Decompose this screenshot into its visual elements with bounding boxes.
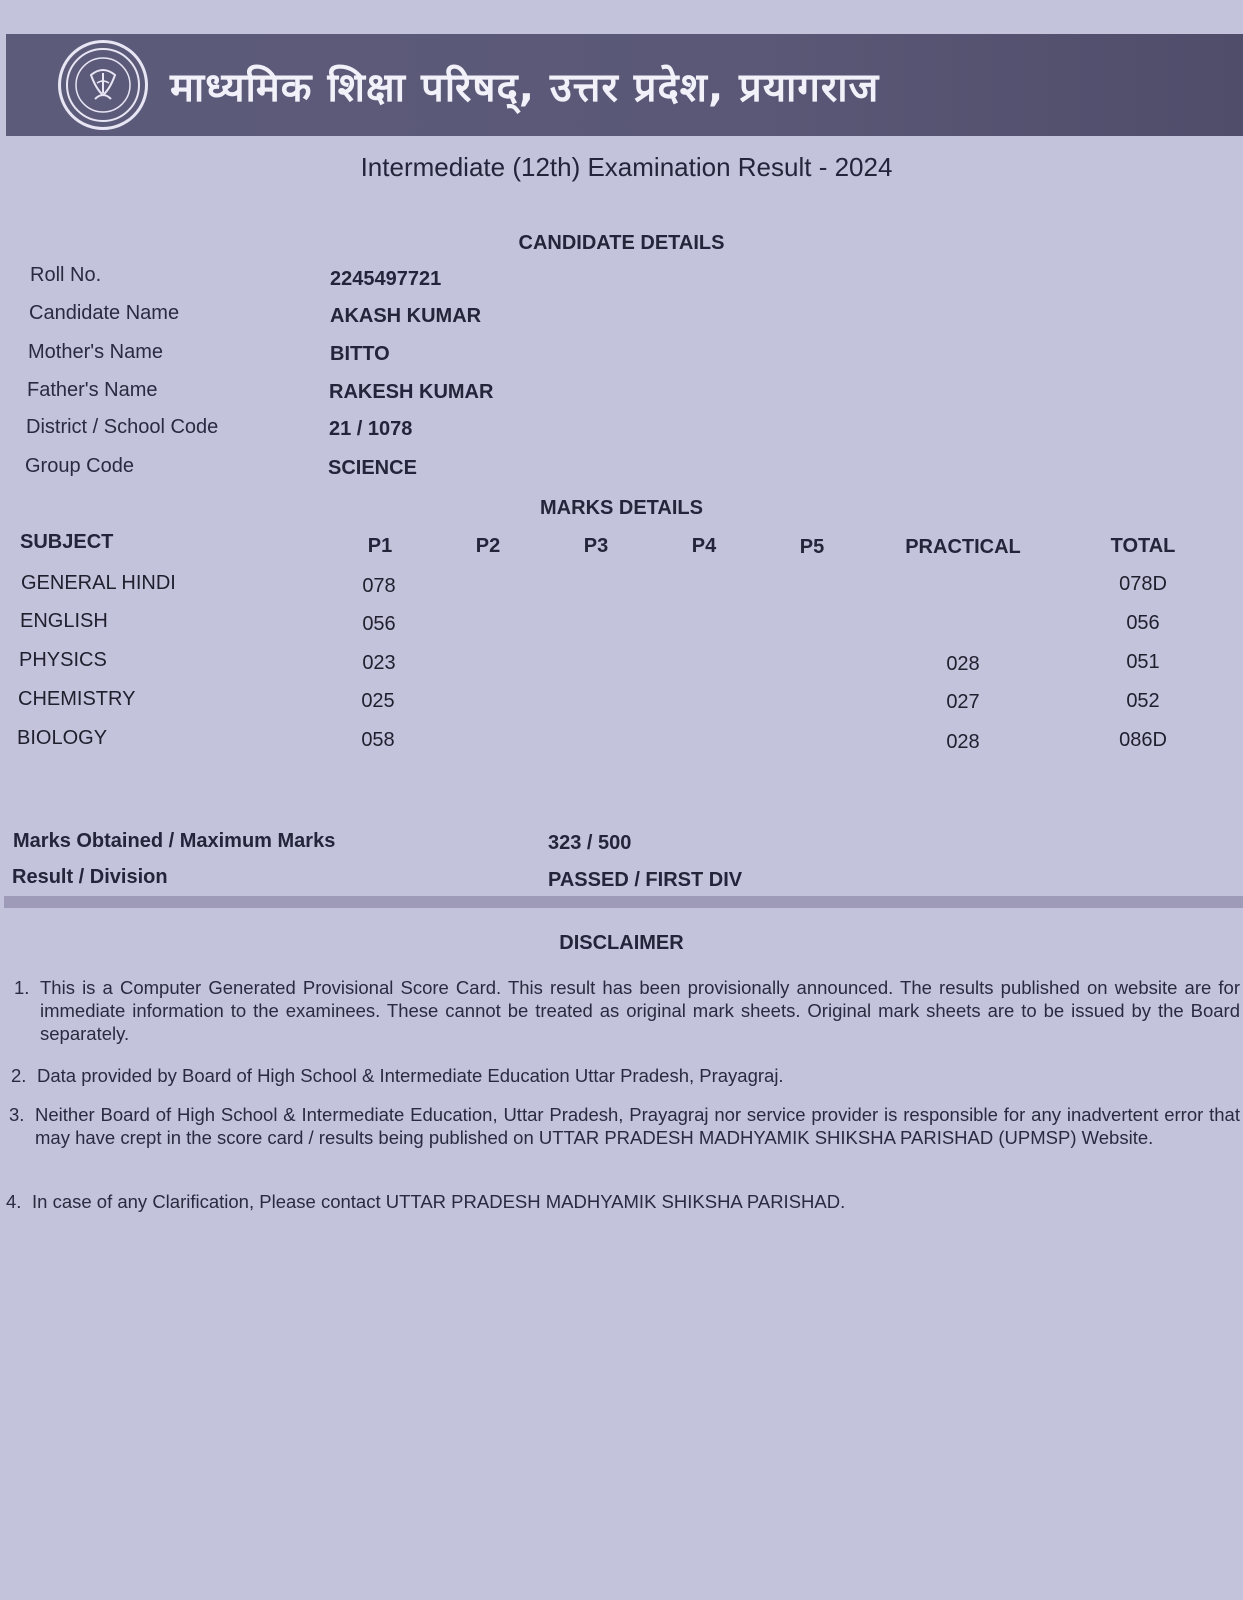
mark-total: 052 <box>1126 690 1160 712</box>
header-band <box>6 34 1243 136</box>
disclaimer-text: In case of any Clarification, Please contact UTTAR PRADESH MADHYAMIK SHIKSHA PARISHAD. <box>32 1191 846 1212</box>
table-row <box>0 727 1243 757</box>
mark-p1: 078 <box>362 575 396 597</box>
disclaimer-text: This is a Computer Generated Provisional Score Card. This result has been provisionally announced. The results published on website are for immediate information to the examinees. These cannot be treated as original mark sheets. Original mark sheets are to be issued by the Board separately. <box>40 977 1240 1044</box>
col-header-total: TOTAL <box>1110 535 1176 557</box>
result-division-value: PASSED / FIRST DIV <box>548 869 743 891</box>
col-header-subject: SUBJECT <box>20 531 114 553</box>
detail-value: 2245497721 <box>330 268 442 290</box>
table-row <box>0 610 1243 640</box>
mark-total: 056 <box>1126 612 1160 634</box>
mark-practical: 028 <box>946 731 980 753</box>
emblem-icon <box>63 45 143 125</box>
table-row <box>0 649 1243 679</box>
detail-value: 21 / 1078 <box>329 418 413 440</box>
disclaimer-heading: DISCLAIMER <box>559 932 684 954</box>
section-divider <box>4 896 1243 908</box>
detail-label: Mother's Name <box>28 341 163 363</box>
detail-value: BITTO <box>330 343 390 365</box>
mark-p1: 023 <box>362 652 396 674</box>
disclaimer-number: 1. <box>14 977 30 998</box>
disclaimer-number: 3. <box>9 1104 25 1125</box>
col-header-p1: P1 <box>367 535 393 557</box>
result-division-label: Result / Division <box>12 866 168 888</box>
mark-total: 051 <box>1126 651 1160 673</box>
col-header-p3: P3 <box>583 535 609 557</box>
subject-name: ENGLISH <box>20 610 108 632</box>
marks-obtained-label: Marks Obtained / Maximum Marks <box>13 830 336 852</box>
mark-p1: 058 <box>361 729 395 751</box>
col-header-p4: P4 <box>691 535 717 557</box>
detail-label: District / School Code <box>26 416 219 438</box>
col-header-p5: P5 <box>799 536 825 558</box>
subject-name: CHEMISTRY <box>18 688 136 710</box>
col-header-practical: PRACTICAL <box>905 536 1021 558</box>
mark-total: 078D <box>1119 573 1167 595</box>
board-name-hindi: माध्यमिक शिक्षा परिषद्, उत्तर प्रदेश, प्रयागराज <box>170 64 880 111</box>
subject-name: BIOLOGY <box>17 727 108 749</box>
marks-details-heading: MARKS DETAILS <box>540 497 703 519</box>
detail-value: AKASH KUMAR <box>330 305 482 327</box>
subject-name: PHYSICS <box>19 649 107 671</box>
disclaimer-number: 4. <box>6 1191 22 1212</box>
mark-practical: 028 <box>946 653 980 675</box>
mark-p1: 056 <box>362 613 396 635</box>
exam-title: Intermediate (12th) Examination Result - 2024 <box>360 152 893 182</box>
disclaimer-number: 2. <box>11 1065 27 1086</box>
table-row <box>0 688 1243 718</box>
candidate-details-heading: CANDIDATE DETAILS <box>518 232 725 254</box>
subject-name: GENERAL HINDI <box>21 572 176 594</box>
mark-total: 086D <box>1119 729 1167 751</box>
up-emblem-logo <box>58 40 148 130</box>
table-row <box>0 572 1243 602</box>
marks-table-header <box>0 531 1243 561</box>
detail-value: SCIENCE <box>328 457 417 479</box>
col-header-p2: P2 <box>475 535 501 557</box>
detail-label: Father's Name <box>27 379 158 401</box>
mark-practical: 027 <box>946 691 980 713</box>
marks-obtained-value: 323 / 500 <box>548 832 632 854</box>
mark-p1: 025 <box>361 690 395 712</box>
detail-label: Group Code <box>25 455 134 477</box>
disclaimer-text: Data provided by Board of High School & Intermediate Education Uttar Pradesh, Prayagraj. <box>37 1065 784 1086</box>
detail-label: Candidate Name <box>29 302 180 324</box>
detail-value: RAKESH KUMAR <box>329 381 494 403</box>
disclaimer-text: Neither Board of High School & Intermediate Education, Uttar Pradesh, Prayagraj nor service provider is responsible for any inadvertent error that may have crept in the score card / results being published on UTTAR PRADESH MADHYAMIK SHIKSHA PARISHAD (UPMSP) Website. <box>35 1104 1240 1148</box>
detail-label: Roll No. <box>30 264 102 286</box>
